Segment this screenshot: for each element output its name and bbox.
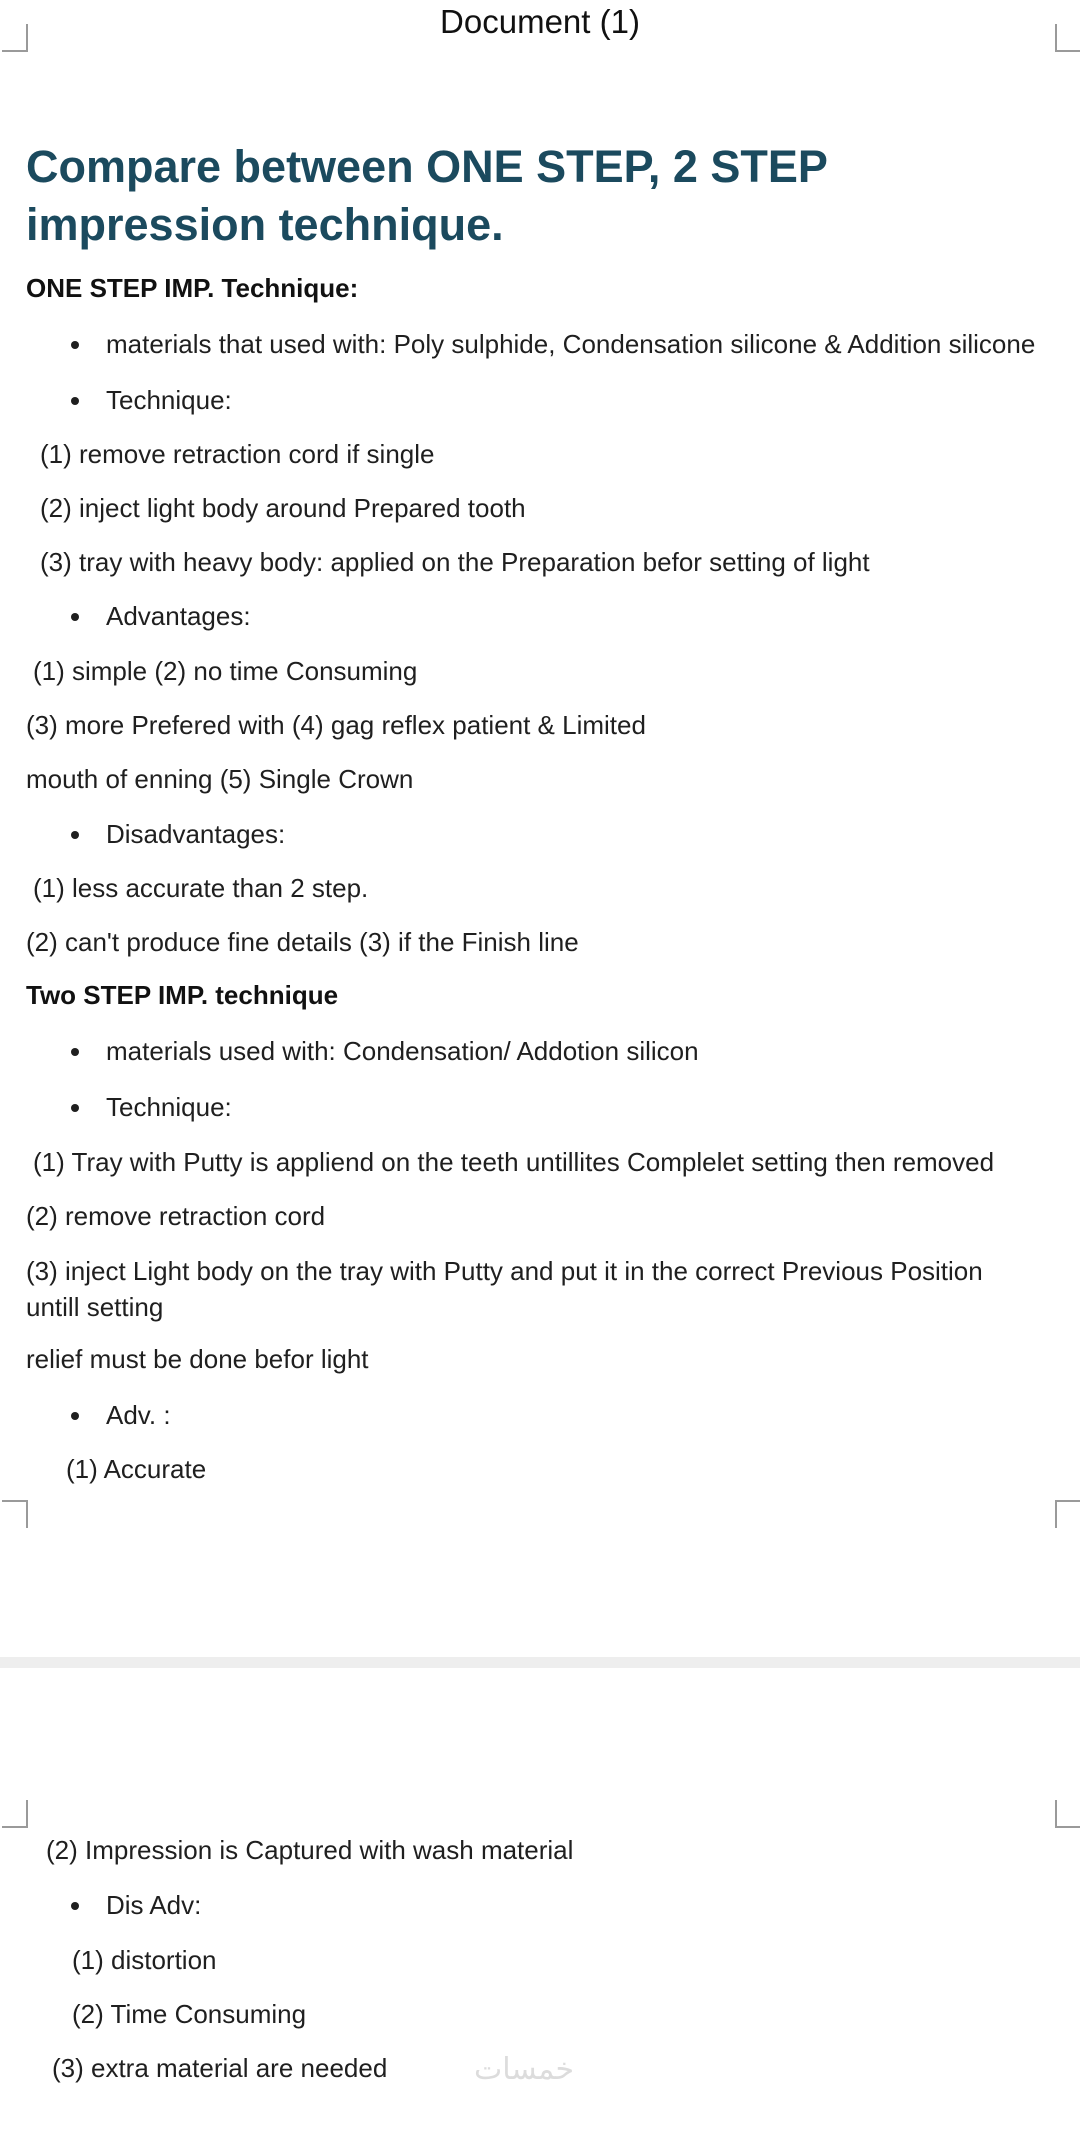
two-step-disadv-line: (1) distortion [72, 1945, 217, 1975]
one-step-technique-step: (1) remove retraction cord if single [40, 439, 435, 469]
two-step-disadv-line: (2) Time Consuming [72, 1999, 307, 2029]
two-step-technique-step: (1) Tray with Putty is appliend on the teeth untillites Complelet setting then removed [33, 1147, 995, 1177]
two-step-disadv-label: Dis Adv: [106, 1890, 202, 1920]
one-step-advantages-line: (1) simple (2) no time Consuming [33, 656, 418, 686]
page-corner-marker [1055, 1800, 1080, 1828]
one-step-disadvantages-label: Disadvantages: [106, 819, 286, 849]
page-separator [0, 1657, 1080, 1668]
one-step-technique-label: Technique: [106, 385, 232, 415]
one-step-advantages-line: mouth of enning (5) Single Crown [26, 764, 414, 794]
one-step-advantages-label: Advantages: [106, 601, 251, 631]
two-step-technique-step: (3) inject Light body on the tray with Putty and put it in the correct Previous Position untill setting [26, 1256, 983, 1322]
two-step-technique-step: (2) remove retraction cord [26, 1201, 326, 1231]
two-step-title: Two STEP IMP. technique [26, 980, 339, 1010]
one-step-materials: materials that used with: Poly sulphide, Condensation silicone & Addition silicone [106, 329, 1036, 359]
watermark-logo: خمسات [474, 2052, 575, 2087]
page-corner-marker [1055, 1500, 1080, 1528]
document-title[interactable]: Document (1) [440, 3, 640, 40]
one-step-technique-step: (3) tray with heavy body: applied on the Preparation befor setting of light [40, 547, 870, 577]
document-heading: Compare between ONE STEP, 2 STEP impression technique. [26, 141, 828, 250]
page-corner-marker [2, 1500, 28, 1528]
two-step-technique-label: Technique: [106, 1092, 232, 1122]
one-step-disadvantages-line: (2) can't produce fine details (3) if the Finish line [26, 927, 579, 957]
one-step-disadvantages-line: (1) less accurate than 2 step. [33, 873, 369, 903]
one-step-technique-step: (2) inject light body around Prepared tooth [40, 493, 526, 523]
two-step-disadv-line: (3) extra material are needed [52, 2053, 388, 2083]
one-step-advantages-line: (3) more Prefered with (4) gag reflex patient & Limited [26, 710, 646, 740]
two-step-adv-label: Adv. : [106, 1400, 171, 1430]
two-step-materials: materials used with: Condensation/ Addotion silicon [106, 1036, 699, 1066]
one-step-title: ONE STEP IMP. Technique: [26, 273, 359, 303]
two-step-technique-step: relief must be done befor light [26, 1344, 369, 1374]
two-step-adv-line: (2) Impression is Captured with wash material [46, 1835, 574, 1865]
two-step-adv-line: (1) Accurate [66, 1454, 207, 1484]
page-corner-marker [2, 1800, 28, 1828]
